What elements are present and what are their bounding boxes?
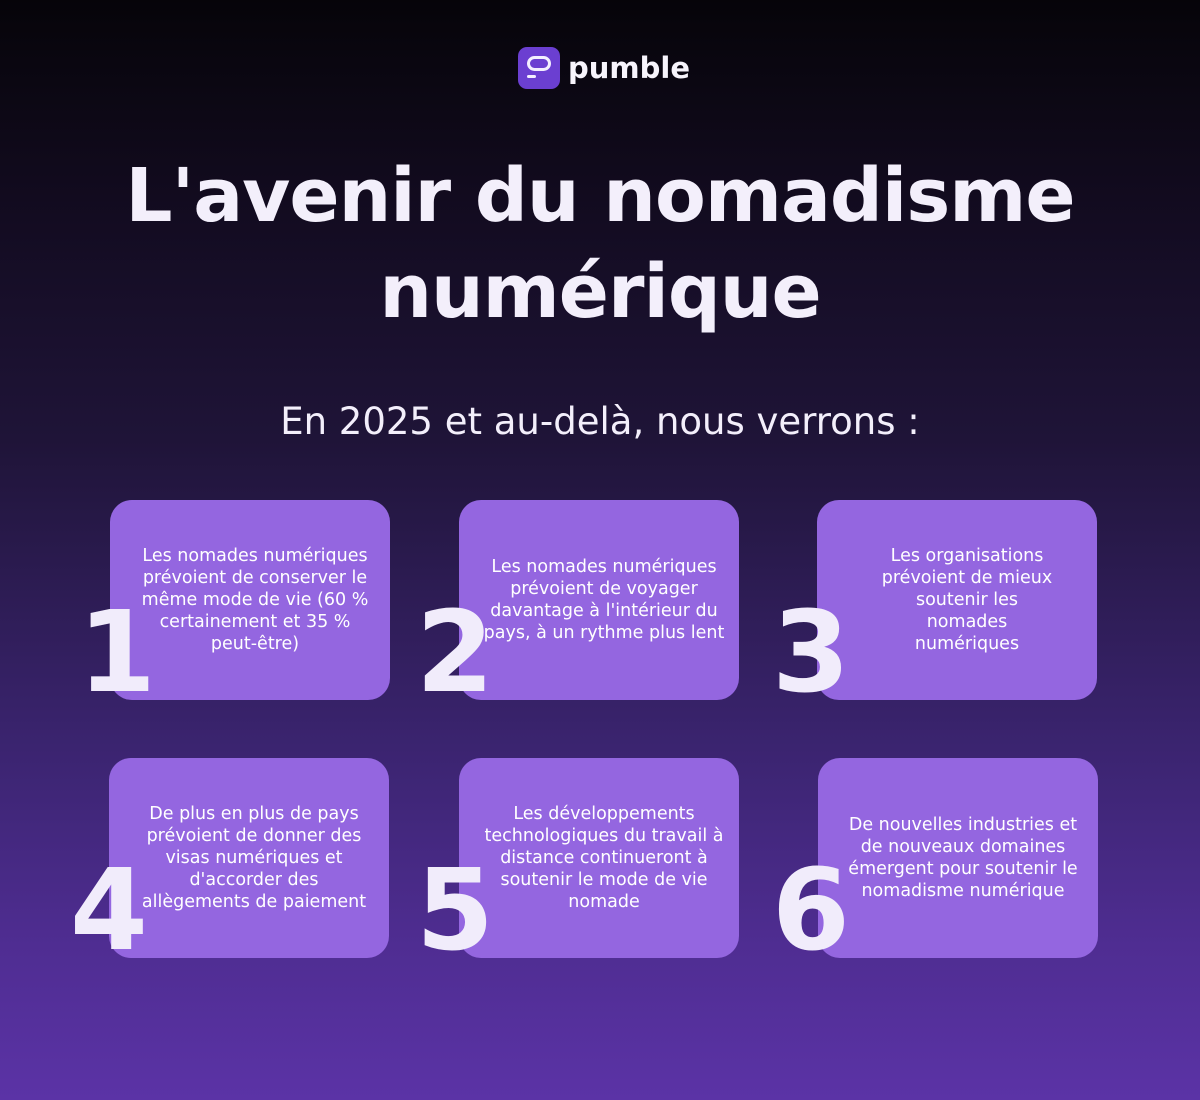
page-title-line-1: L'avenir du nomadisme (125, 153, 1075, 239)
prediction-number-2: 2 (416, 588, 494, 718)
prediction-card-5-text: Les développements technologiques du travail à distance continueront à soutenir le mode de vie nomade (484, 804, 724, 912)
brand-logo (518, 47, 690, 89)
prediction-number-6: 6 (772, 846, 850, 976)
prediction-card-2-text: Les nomades numériques prévoient de voyager davantage à l'intérieur du pays, à un rythme plus lent (483, 557, 725, 643)
prediction-card-3-text: Les organisations prévoient de mieux soutenir les nomades numériques (881, 546, 1053, 654)
prediction-card-2 (459, 500, 739, 700)
prediction-card-1-text: Les nomades numériques prévoient de conserver le même mode de vie (60 % certainement et 35 % peut-être) (141, 546, 369, 654)
prediction-card-5 (459, 758, 739, 958)
prediction-card-6 (818, 758, 1098, 958)
page-title (0, 148, 1200, 340)
prediction-number-5: 5 (416, 846, 494, 976)
prediction-number-1: 1 (78, 588, 156, 718)
page-title-line-2: numérique (379, 249, 821, 335)
page-subtitle: En 2025 et au-delà, nous verrons : (280, 400, 920, 443)
prediction-card-4-text: De plus en plus de pays prévoient de donner des visas numériques et d'accorder des allègements de paiement (141, 804, 367, 912)
brand-name: pumble (568, 51, 690, 85)
prediction-card-4 (109, 758, 389, 958)
prediction-card-6-text: De nouvelles industries et de nouveaux domaines émergent pour soutenir le nomadisme numérique (848, 815, 1078, 901)
prediction-number-4: 4 (70, 846, 148, 976)
pumble-logo-icon (518, 47, 560, 89)
prediction-card-3 (817, 500, 1097, 700)
prediction-number-3: 3 (772, 588, 850, 718)
